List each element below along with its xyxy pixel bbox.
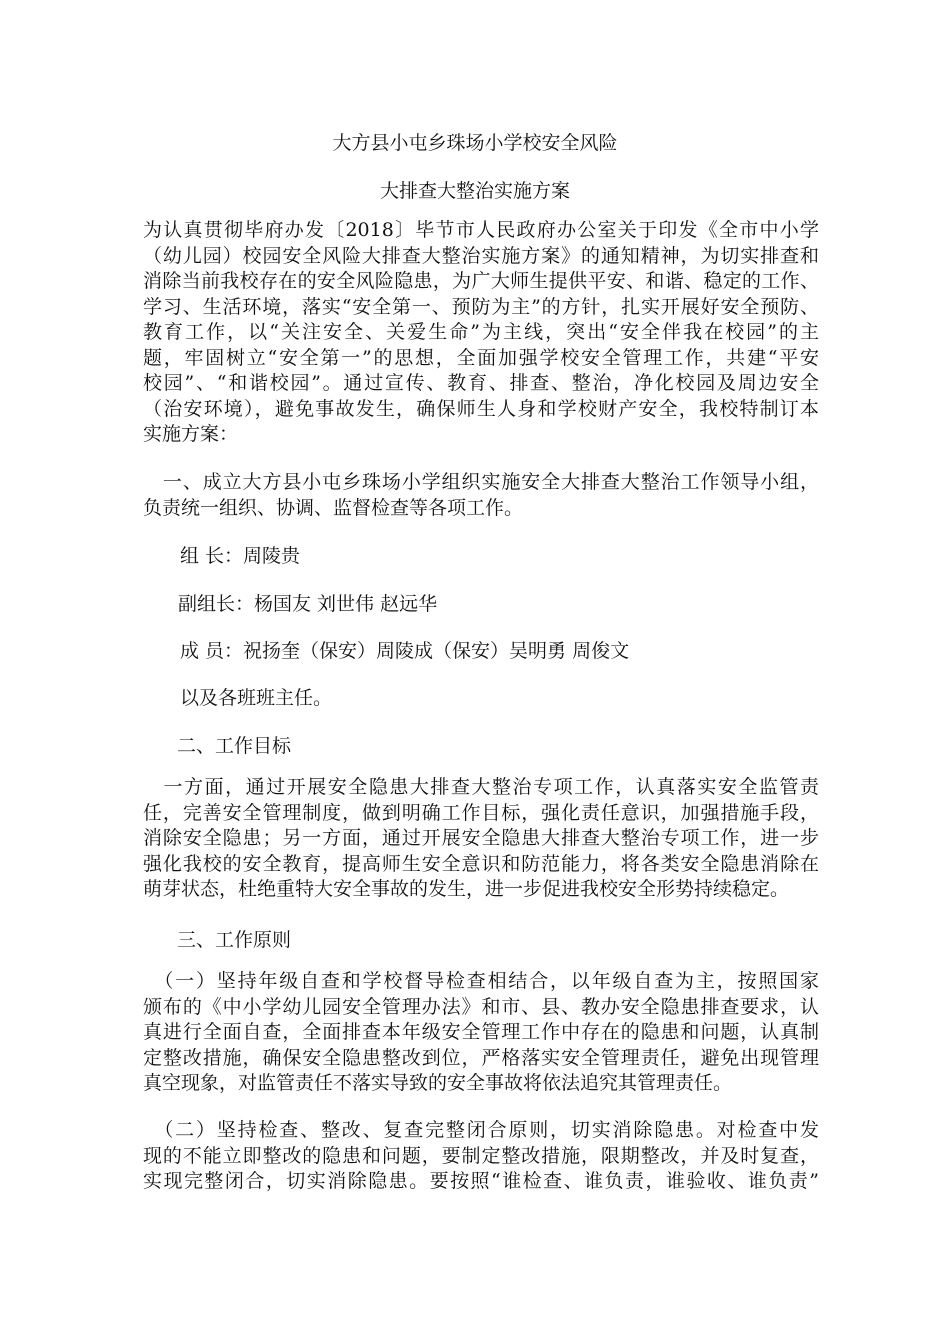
section-2-paragraph [143, 775, 819, 903]
principle-1-line: 颁布的《中小学幼儿园安全管理办法》和市、县、教办安全隐患排查要求，认 [143, 995, 819, 1018]
section-3-heading: 三、工作原则 [177, 929, 292, 951]
principle-1-paragraph [143, 969, 819, 1097]
intro-line: 校园”、“和谐校园”。通过宣传、教育、排查、整治，净化校园及周边安全 [143, 372, 819, 394]
intro-paragraph [143, 218, 819, 448]
intro-line: （治安环境），避免事故发生，确保师生人身和学校财产安全，我校特制订本 [143, 397, 819, 420]
intro-line: 教育工作，以“关注安全、关爱生命”为主线，突出“安全伴我在校园”的主 [143, 321, 819, 343]
principle-2-line: 实现完整闭合，切实消除隐患。要按照“谁检查、谁负责，谁验收、谁负责” [143, 1170, 819, 1192]
section-1-line: 一、成立大方县小屯乡珠场小学组织实施安全大排查大整治工作领导小组， [143, 471, 819, 493]
section-2-line: 萌芽状态，杜绝重特大安全事故的发生，进一步促进我校安全形势持续稳定。 [143, 878, 790, 900]
principle-2-line: （二）坚持检查、整改、复查完整闭合原则，切实消除隐患。对检查中发 [143, 1119, 819, 1141]
intro-line: （幼儿园）校园安全风险大排查大整治实施方案》的通知精神，为切实排查和 [143, 244, 819, 267]
principle-1-line: （一）坚持年级自查和学校督导检查相结合，以年级自查为主，按照国家 [143, 970, 819, 992]
principle-1-line: 定整改措施，确保安全隐患整改到位，严格落实安全管理责任，避免出现管理 [143, 1046, 819, 1069]
section-1-paragraph [143, 470, 819, 521]
intro-line: 题，牢固树立“安全第一”的思想，全面加强学校安全管理工作，共建“平安 [143, 346, 819, 369]
principle-2-line: 现的不能立即整改的隐患和问题，要制定整改措施，限期整改，并及时复查， [143, 1144, 819, 1167]
section-2-line: 一方面，通过开展安全隐患大排查大整治专项工作，认真落实安全监管责 [143, 776, 819, 798]
intro-line: 为认真贯彻毕府办发〔2018〕毕节市人民政府办公室关于印发《全市中小学 [143, 219, 819, 241]
deputy-leaders: 副组长：杨国友 刘世伟 赵远华 [178, 593, 438, 615]
section-2-line: 强化我校的安全教育，提高师生安全意识和防范能力，将各类安全隐患消除在 [143, 852, 819, 875]
section-1-line: 负责统一组织、协调、监督检查等各项工作。 [143, 496, 524, 519]
section-2-heading: 二、工作目标 [177, 735, 292, 757]
intro-line: 消除当前我校存在的安全风险隐患，为广大师生提供平安、和谐、稳定的工作、 [143, 270, 819, 292]
group-leader: 组 长：周陵贵 [180, 545, 301, 567]
intro-line: 学习、生活环境，落实“安全第一、预防为主”的方针，扎实开展好安全预防、 [143, 295, 819, 318]
intro-line: 实施方案： [143, 423, 239, 445]
section-2-line: 消除安全隐患；另一方面，通过开展安全隐患大排查大整治专项工作，进一步 [143, 827, 819, 849]
principle-1-line: 真进行全面自查，全面排查本年级安全管理工作中存在的隐患和问题，认真制 [143, 1021, 819, 1043]
principle-1-line: 真空现象，对监管责任不落实导致的安全事故将依法追究其管理责任。 [143, 1072, 733, 1094]
principle-2-paragraph [143, 1118, 819, 1195]
group-members: 成 员：祝扬奎（保安）周陵成（保安）吴明勇 周俊文 [180, 640, 630, 662]
head-teachers-note: 以及各班班主任。 [180, 687, 333, 709]
document-title-line-2: 大排查大整治实施方案 [379, 180, 570, 202]
section-2-line: 任，完善安全管理制度，做到明确工作目标，强化责任意识，加强措施手段， [143, 801, 819, 824]
document-title-line-1: 大方县小屯乡珠场小学校安全风险 [332, 132, 618, 154]
